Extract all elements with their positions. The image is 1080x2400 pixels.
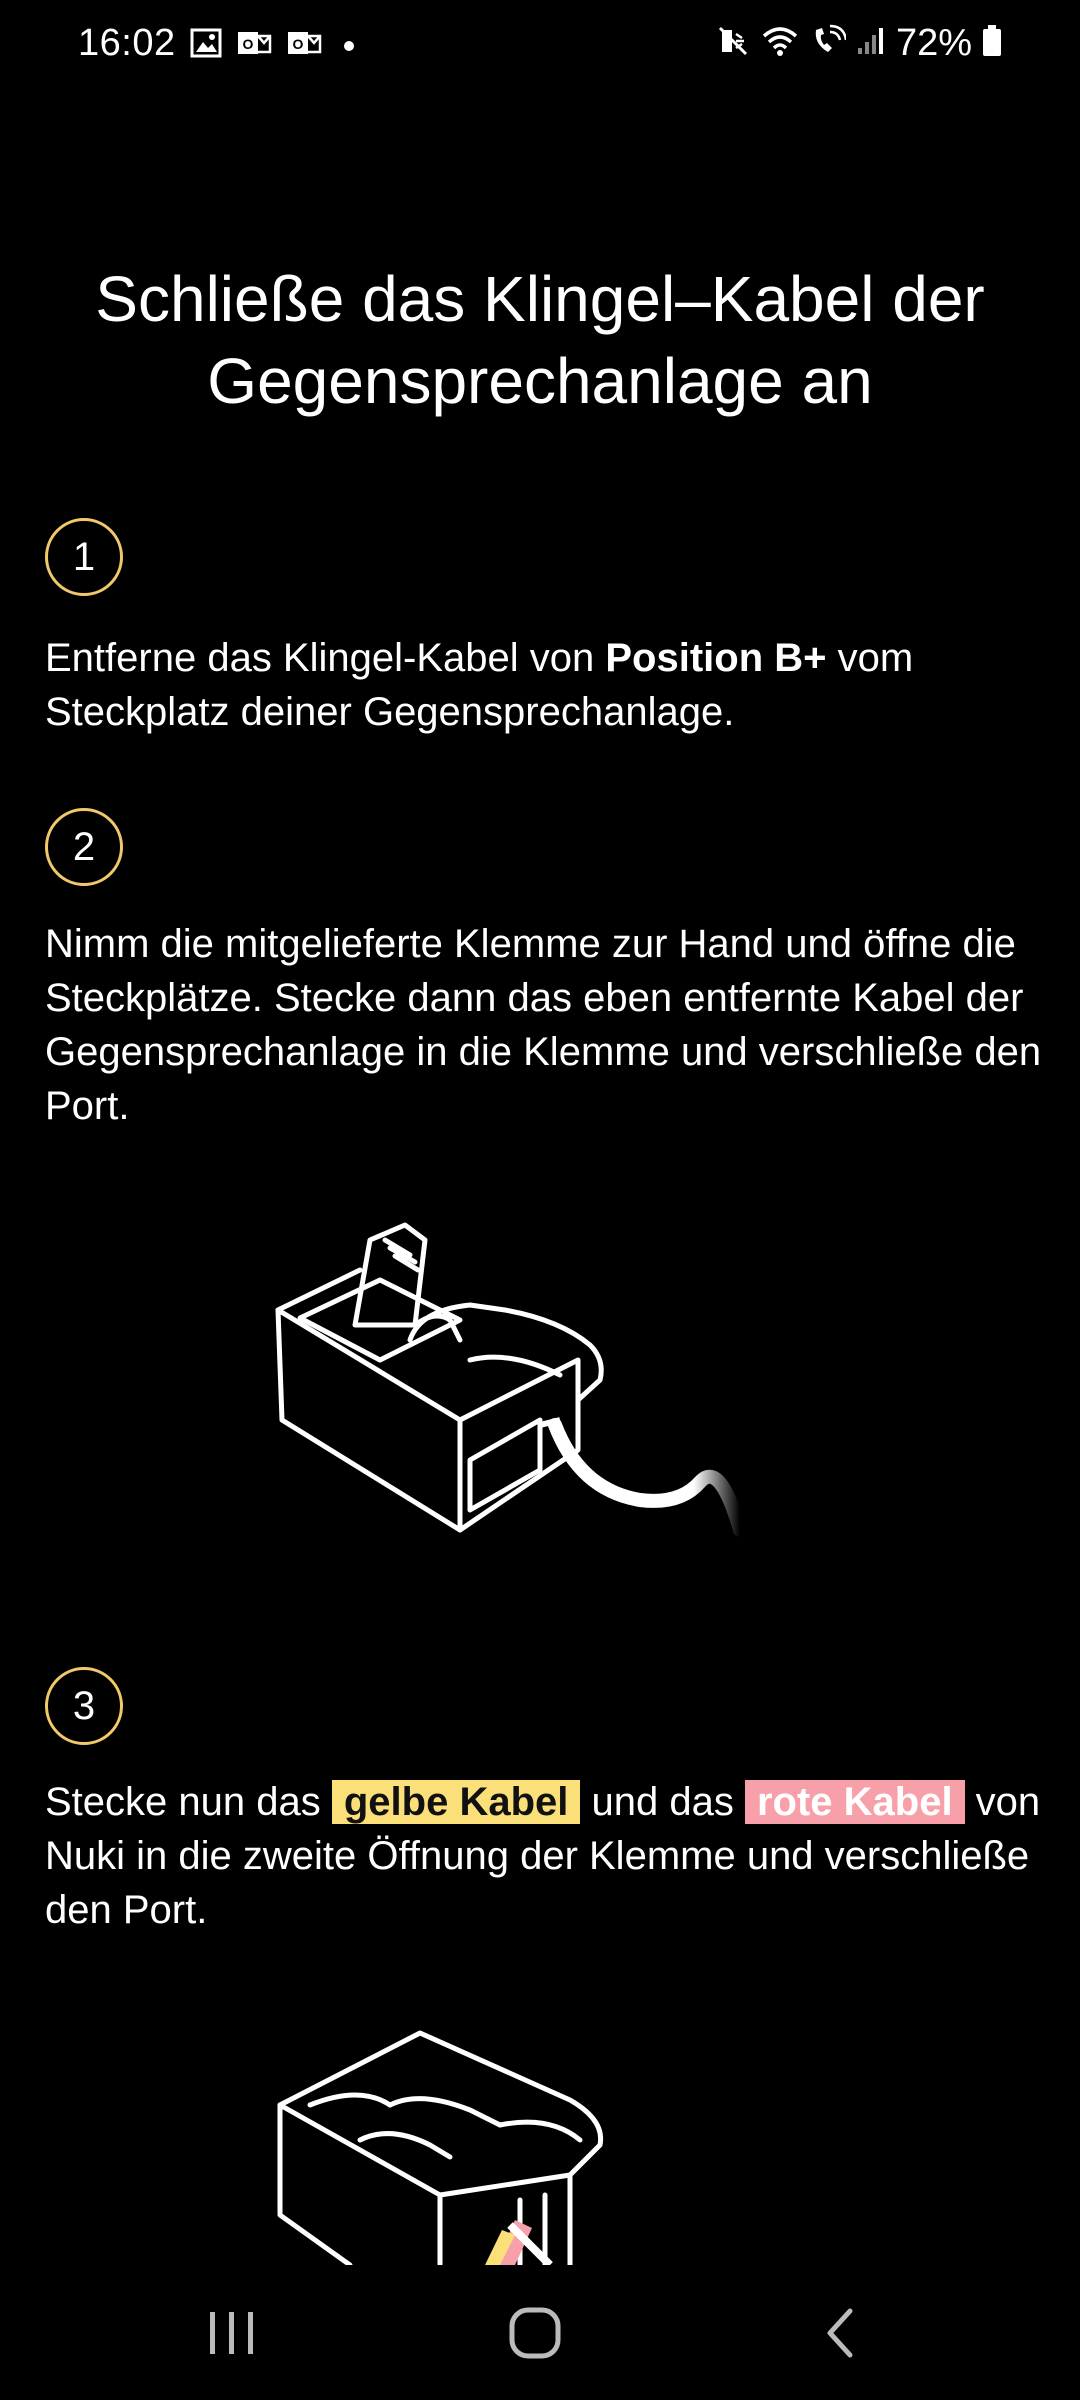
step-3-text-part: und das [580, 1780, 745, 1824]
notification-icons [190, 28, 354, 63]
recents-icon [207, 2310, 257, 2356]
step-3-text [45, 1775, 1045, 1937]
home-icon [507, 2305, 563, 2361]
page-title-line2: Gegensprechanlage an [207, 345, 873, 417]
status-bar [0, 0, 1080, 96]
red-cable-highlight: rote Kabel [745, 1780, 965, 1824]
wifi-calling-icon [810, 24, 846, 63]
navigation-bar [0, 2265, 1080, 2400]
yellow-cable-highlight: gelbe Kabel [332, 1780, 581, 1824]
step-2-badge [45, 808, 123, 886]
step-1-text [45, 631, 1045, 739]
mute-icon [716, 24, 750, 63]
wifi-icon [760, 24, 800, 63]
step-3-text-part: von Nuki in die zweite Öffnung der Klemme und verschließe den Port. [45, 1780, 1041, 1932]
page-title-line1: Schließe das Klingel–Kabel der [95, 263, 985, 335]
step-number: 2 [72, 824, 96, 869]
step-3-text-part: Stecke nun das [45, 1780, 332, 1824]
home-button[interactable] [495, 2293, 575, 2373]
signal-icon [856, 26, 886, 61]
outlook-icon [236, 28, 272, 63]
gallery-icon [190, 28, 222, 63]
step-3-badge [45, 1667, 123, 1745]
step-number: 1 [72, 534, 96, 579]
battery-icon [982, 25, 1002, 62]
svg-text:O: O [292, 36, 304, 52]
page-title [40, 258, 1040, 422]
battery-percent: 72% [895, 22, 972, 64]
step-1-bold-text: Position B+ [605, 636, 827, 680]
status-time: 16:02 [78, 22, 176, 64]
back-icon [820, 2305, 860, 2361]
step-number: 3 [72, 1683, 96, 1728]
system-status-icons [716, 22, 1002, 65]
outlook-icon [286, 28, 322, 63]
clamp-cable-illustration [260, 1210, 760, 1570]
recents-button[interactable] [192, 2293, 272, 2373]
svg-text:O: O [242, 36, 254, 52]
back-button[interactable] [800, 2293, 880, 2373]
step-1-badge [45, 518, 123, 596]
clamp-wires-illustration [270, 2025, 630, 2265]
step-1-text-part: Entferne das Klingel-Kabel von [45, 636, 606, 680]
step-2-text: Nimm die mitgelieferte Klemme zur Hand und öffne die Steckplätze. Stecke dann das eben entfernte Kabel der Gegensprechanlage in die Klemme und verschließe den Port. [45, 922, 1042, 1128]
dot-icon [344, 41, 354, 51]
step-1-text-part: vom Steckplatz deiner Gegensprechanlage. [45, 636, 914, 734]
